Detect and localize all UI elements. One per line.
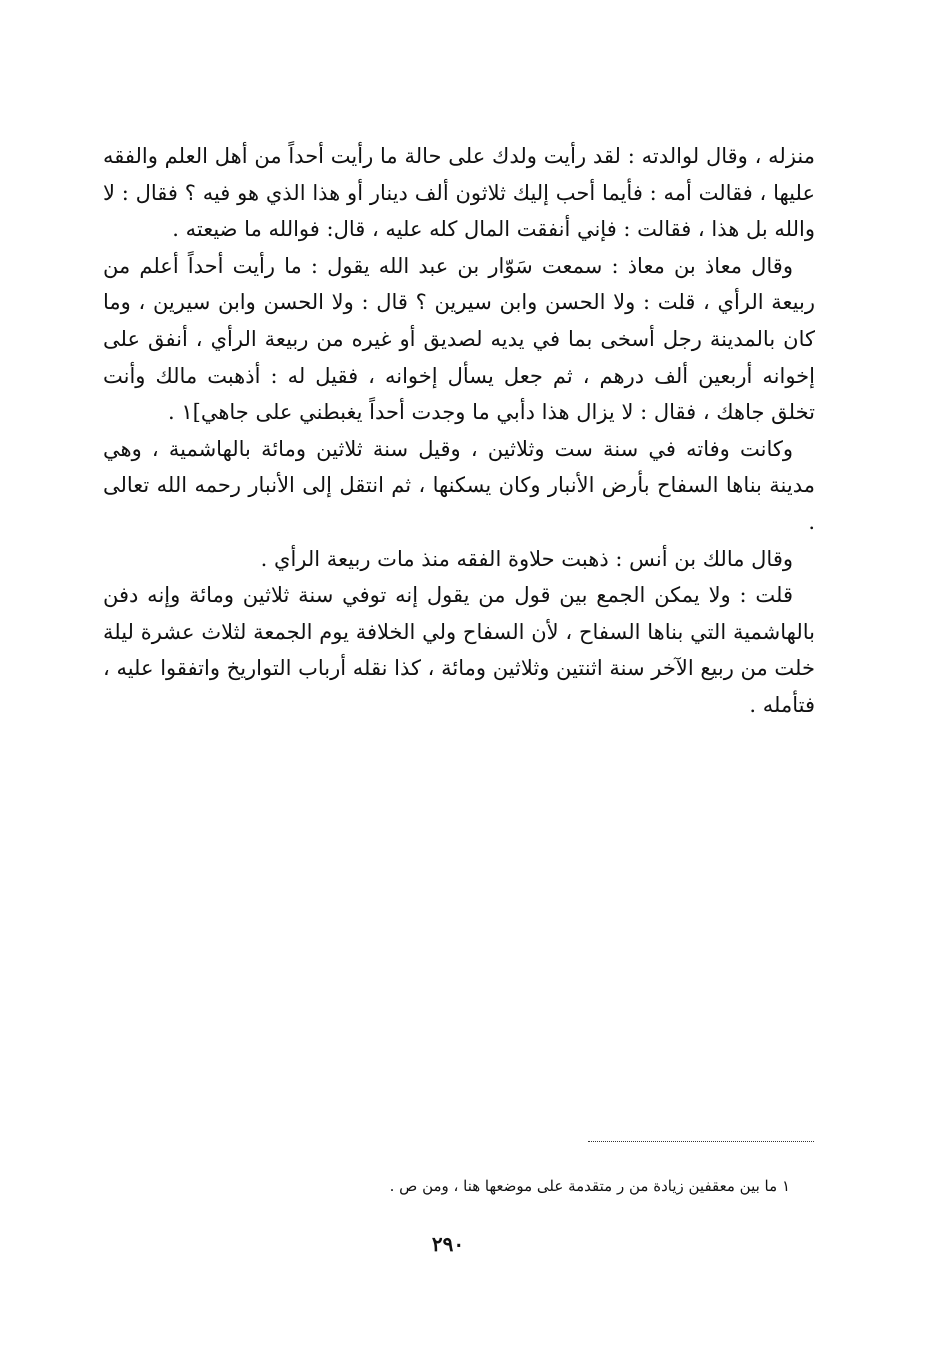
paragraph-3 xyxy=(103,431,815,541)
paragraph-4-text: وقال مالك بن أنس : ذهبت حلاوة الفقه منذ مات ربيعة الرأي . xyxy=(260,546,793,571)
main-text-block xyxy=(103,138,815,724)
paragraph-2-text: وقال معاذ بن معاذ : سمعت سَوّار بن عبد الله يقول : ما رأيت أحداً أعلم من ربيعة الرأي ، قلت : ولا الحسن وابن سيرين ؟ قال : ولا الحسن وابن سيرين ، وما كان بالمدينة رجل أسخى بما في يديه لصديق أو غيره من ربيعة الرأي ، أنفق على إخوانه أربعين ألف درهم ، ثم جعل يسأل إخوانه ، فقيل له : أذهبت مالك وأنت تخلق جاهك ، فقال : لا يزال هذا دأبي ما وجدت أحداً يغبطني على جاهي]١ . xyxy=(103,253,815,425)
paragraph-5-text: قلت : ولا يمكن الجمع بين قول من يقول إنه توفي سنة ثلاثين ومائة وإنه دفن بالهاشمية التي بناها السفاح ، لأن السفاح ولي الخلافة يوم الجمعة لثلاث عشرة ليلة خلت من ربيع الآخر سنة اثنتين وثلاثين ومائة ، كذا نقله أرباب التواريخ واتفقوا عليه ، فتأمله . xyxy=(103,583,815,717)
paragraph-2 xyxy=(103,248,815,431)
paragraph-5 xyxy=(103,577,815,723)
footnote: ١ ما بين معقفين زيادة من ر متقدمة على موضعها هنا ، ومن ص . xyxy=(389,1177,790,1195)
paragraph-1: منزله ، وقال لوالدته : لقد رأيت ولدك على حالة ما رأيت أحداً من أهل العلم والفقه عليها ، فقالت أمه : فأيما أحب إليك ثلاثون ألف دينار أو هذا الذي هو فيه ؟ فقال : لا والله بل هذا ، فقالت : فإني أنفقت المال كله عليه ، قال: فوالله ما ضيعته . xyxy=(103,144,816,242)
footnote-separator xyxy=(588,1141,814,1142)
page-number: ٢٩٠ xyxy=(431,1232,465,1256)
paragraph-4 xyxy=(103,541,815,578)
paragraph-3-text: وكانت وفاته في سنة ست وثلاثين ، وقيل سنة ثلاثين ومائة بالهاشمية ، وهي مدينة بناها السفاح بأرض الأنبار وكان يسكنها ، ثم انتقل إلى الأنبار رحمه الله تعالى . xyxy=(103,436,815,534)
